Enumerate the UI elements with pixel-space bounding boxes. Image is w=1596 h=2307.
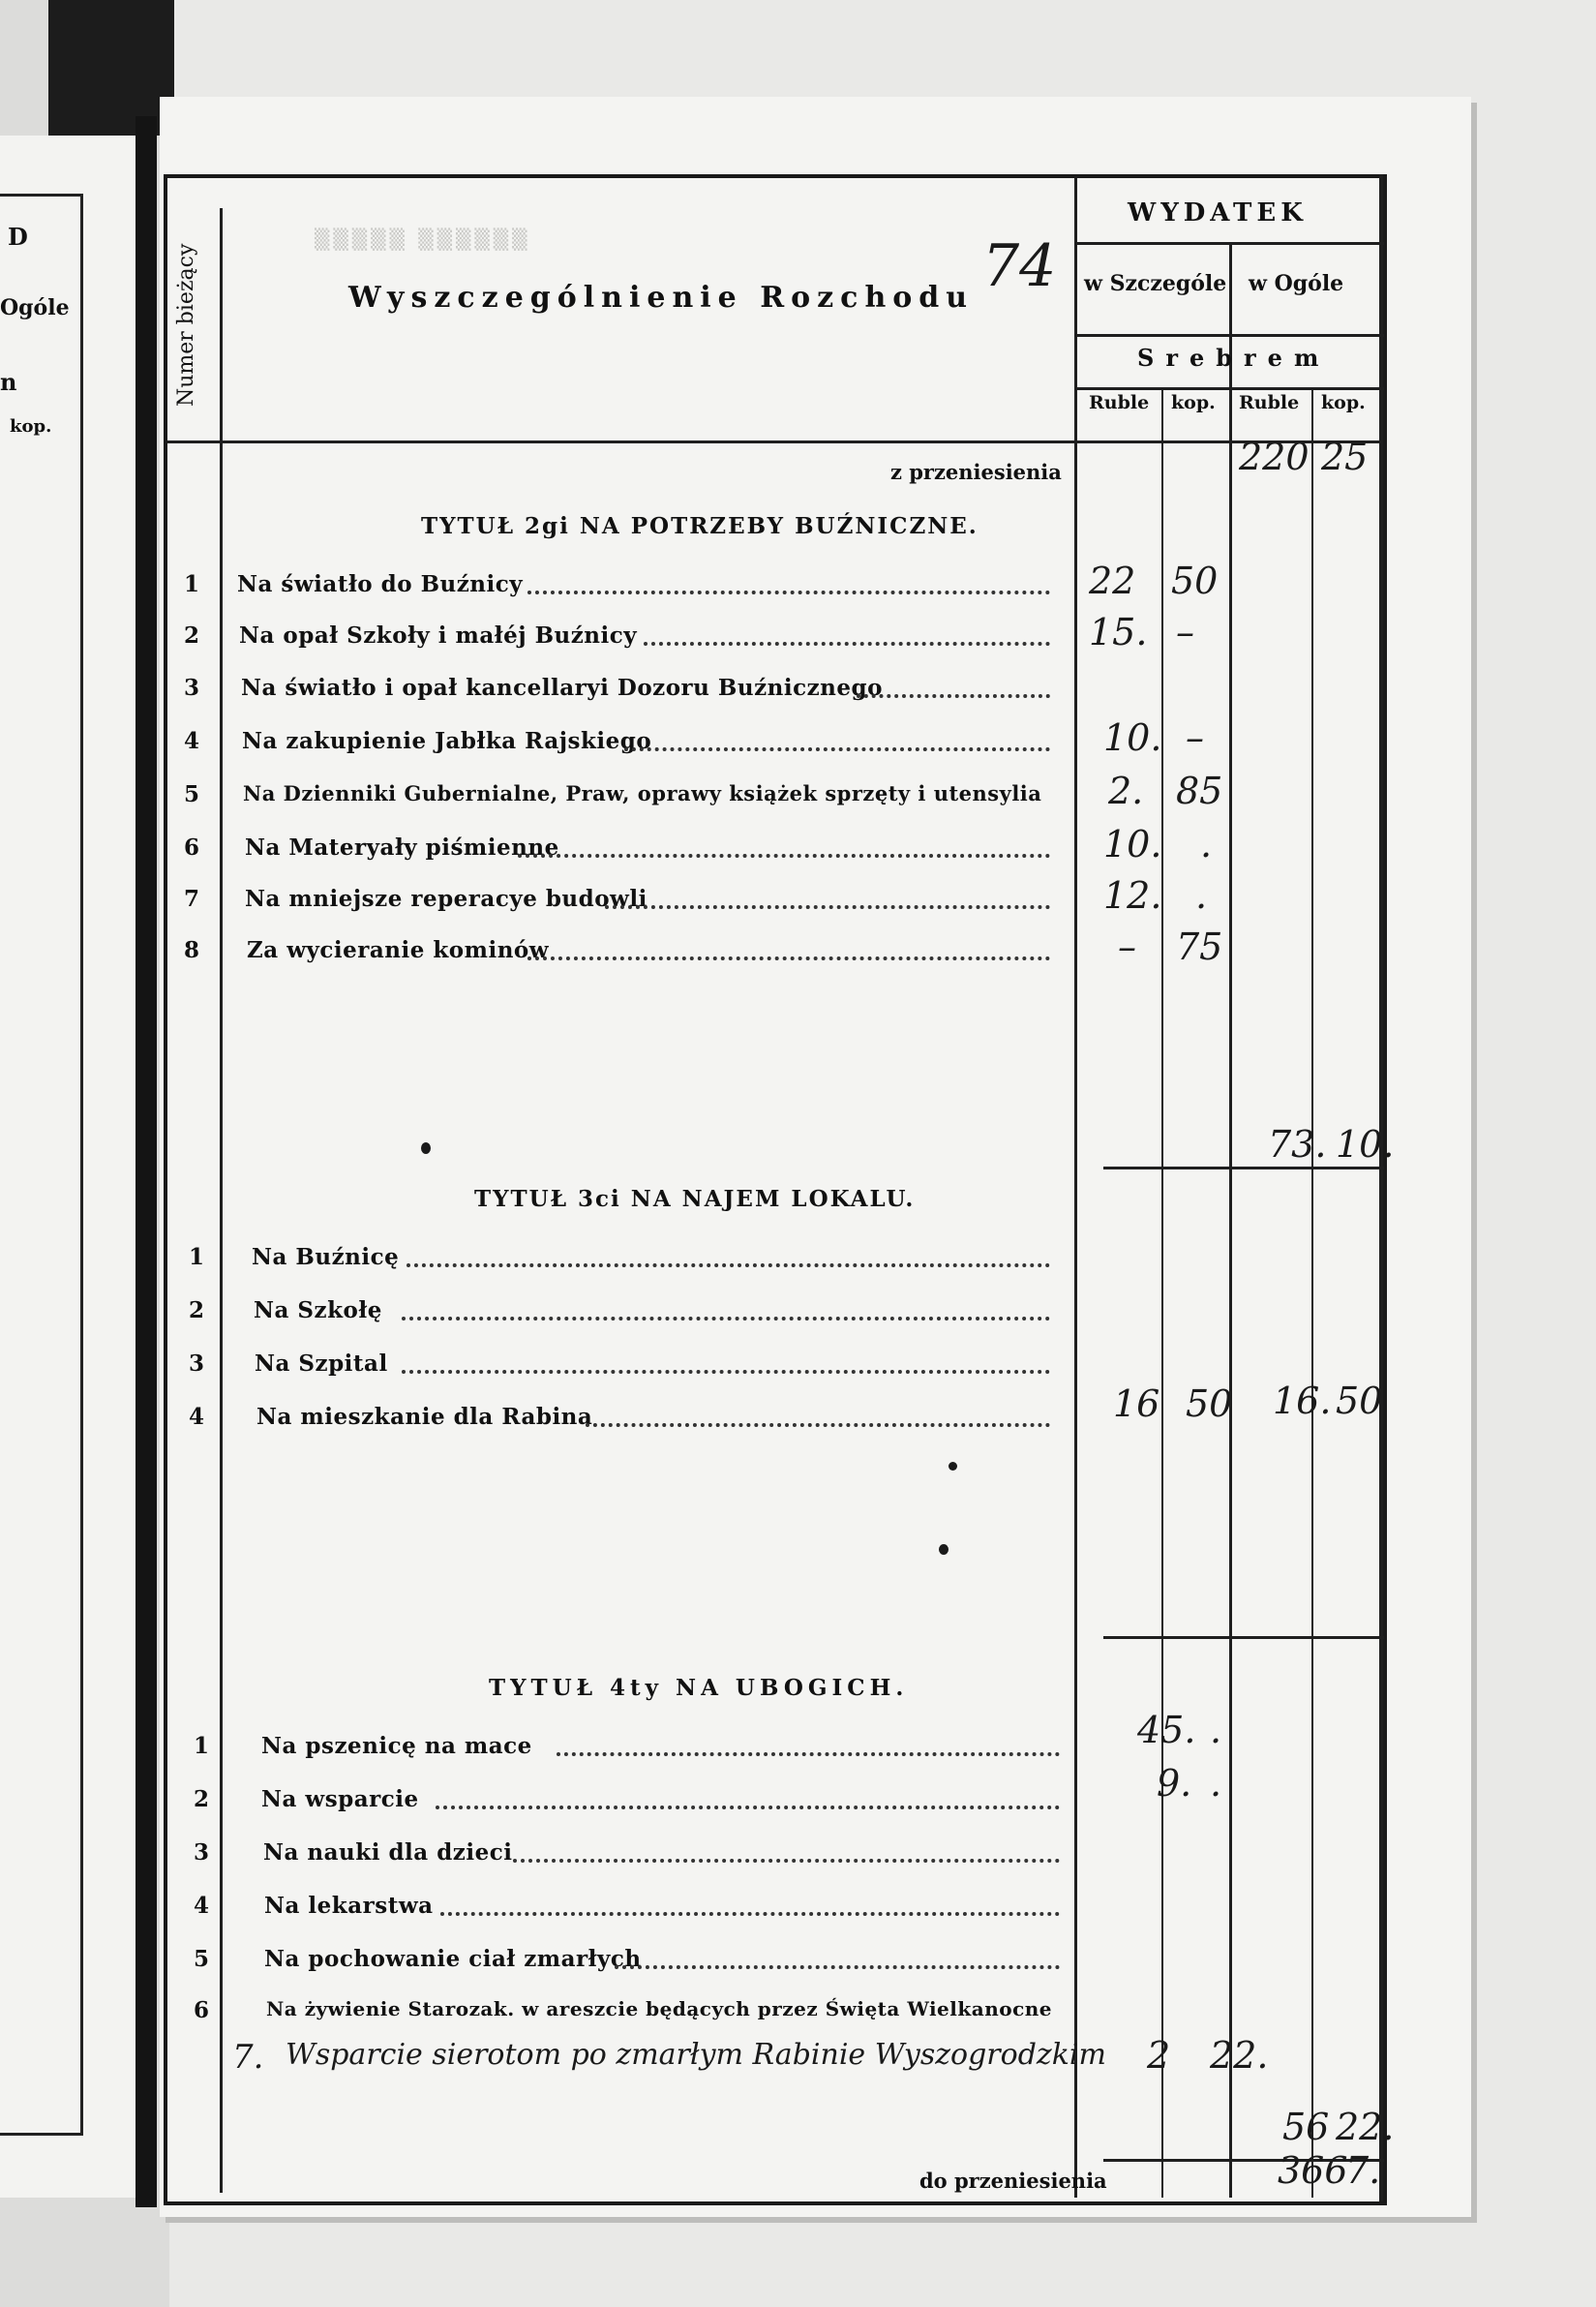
row-description: Na Szkołę — [254, 1297, 382, 1323]
page-number: 74 — [982, 232, 1057, 300]
row-number: 6 — [183, 835, 199, 861]
row-description: Na Szpital — [255, 1351, 388, 1377]
row-kopecks: . — [1210, 1709, 1222, 1751]
row-description: Na wsparcie — [261, 1786, 419, 1812]
dot-leader — [407, 1263, 1050, 1267]
row-rubles: – — [1118, 926, 1136, 968]
dot-leader — [624, 747, 1050, 751]
row-description: Wsparcie sierotom po zmarłym Rabinie Wyszogrodzkim — [286, 2038, 1106, 2072]
left-page-letter: n — [0, 368, 17, 396]
section-2-title: TYTUŁ 2gi NA POTRZEBY BUŹNICZNE. — [421, 513, 979, 539]
kopeck-column-rule — [1161, 387, 1163, 2198]
row-description: Na lekarstwa — [264, 1893, 434, 1919]
row-number: 4 — [193, 1893, 209, 1919]
left-page-frame — [0, 194, 83, 2136]
detail-header: w Szczególe — [1084, 271, 1227, 296]
section-4-title: TYTUŁ 4ty NA UBOGICH. — [489, 1675, 909, 1701]
row-kopecks: . — [1200, 823, 1213, 865]
carry-over-rubles: 366 — [1278, 2149, 1348, 2192]
amount-column-rule — [1074, 176, 1077, 2198]
dot-leader — [527, 956, 1050, 960]
row-rubles: 12. — [1103, 874, 1162, 917]
row-number: 6 — [193, 1997, 209, 2023]
row-kopecks: 75 — [1176, 926, 1223, 968]
row-description: Na zakupienie Jabłka Rajskiego — [242, 728, 652, 754]
row-rubles: 16 — [1113, 1382, 1160, 1425]
ink-smudge — [949, 1462, 957, 1471]
row-kopecks: – — [1186, 716, 1204, 759]
row-number: 7. — [232, 2038, 264, 2077]
left-page — [0, 136, 149, 2198]
kopeck-column-rule — [1311, 387, 1313, 2198]
row-number: 2 — [183, 622, 199, 649]
row-description: Na pszenicę na mace — [261, 1733, 532, 1759]
ink-smudge — [939, 1544, 949, 1555]
row-kopecks: – — [1176, 611, 1194, 653]
dot-leader — [605, 905, 1050, 909]
row-description: Na Buźnicę — [252, 1244, 400, 1270]
currency-header: Srebrem — [1137, 344, 1331, 372]
row-kopecks: . — [1195, 874, 1208, 917]
section-3-total-kopecks: 50 — [1336, 1380, 1383, 1422]
row-rubles: 2 — [1147, 2034, 1171, 2077]
rubles-header: Ruble — [1089, 392, 1150, 413]
row-rubles: 22 — [1089, 560, 1136, 602]
number-column-rule — [220, 208, 223, 2193]
left-page-letter: Ogóle — [0, 295, 70, 320]
expense-header: WYDATEK — [1128, 198, 1308, 228]
left-page-letter: kop. — [10, 416, 52, 437]
row-number: 3 — [188, 1351, 204, 1377]
carry-over-kopecks: 7. — [1345, 2149, 1381, 2192]
header-divider — [167, 440, 1383, 443]
row-rubles: 9. — [1157, 1762, 1192, 1805]
section-4-total-rubles: 56 — [1282, 2106, 1330, 2148]
dot-leader — [527, 591, 1050, 594]
dot-leader — [615, 1965, 1060, 1969]
row-number: 1 — [188, 1244, 204, 1270]
dot-leader — [402, 1317, 1050, 1320]
row-rubles: 45. — [1137, 1709, 1196, 1751]
row-number: 5 — [183, 781, 199, 807]
section-divider — [1103, 1636, 1384, 1639]
carry-forward-rubles: 220 — [1239, 436, 1310, 478]
book-edge — [48, 0, 174, 136]
row-description: Na mniejsze reperacye budowli — [245, 886, 647, 912]
section-2-total-kopecks: 10. — [1336, 1123, 1395, 1166]
section-divider — [1103, 1167, 1384, 1169]
row-number: 1 — [193, 1733, 209, 1759]
row-kopecks: 50 — [1171, 560, 1219, 602]
row-number: 4 — [188, 1404, 204, 1430]
row-kopecks: 22. — [1210, 2034, 1269, 2077]
binding-strip — [136, 116, 157, 2207]
dot-leader — [436, 1806, 1060, 1809]
row-description: Na opał Szkoły i małéj Buźnicy — [239, 622, 638, 649]
page-title: Wyszczególnienie Rozchodu — [348, 281, 975, 315]
total-header: w Ogóle — [1249, 271, 1344, 296]
row-number: 2 — [193, 1786, 209, 1812]
row-number: 3 — [183, 675, 199, 701]
row-kopecks: . — [1210, 1762, 1222, 1805]
row-number: 3 — [193, 1839, 209, 1866]
dot-leader — [586, 1423, 1050, 1427]
row-description: Na żywienie Starozak. w areszcie będących przez Święta Wielkanocne — [266, 1997, 1053, 2020]
row-number: 4 — [183, 728, 199, 754]
carry-over-label: do przeniesienia — [919, 2169, 1107, 2193]
row-description: Za wycieranie kominów — [247, 937, 550, 963]
dot-leader — [402, 1370, 1050, 1374]
row-rubles: 2. — [1108, 770, 1144, 812]
section-2-total-rubles: 73. — [1268, 1123, 1327, 1166]
row-number: 1 — [183, 571, 199, 597]
ghost-print: ▒▒▒▒▒ ▒▒▒▒▒▒ — [315, 228, 531, 251]
carry-forward-kopecks: 25 — [1321, 436, 1369, 478]
row-number: 2 — [188, 1297, 204, 1323]
dot-leader — [557, 1752, 1060, 1756]
row-kopecks: 85 — [1176, 770, 1223, 812]
column-number-header: Numer bieżący — [174, 243, 198, 407]
left-page-letter: D — [8, 223, 28, 251]
row-number: 8 — [183, 937, 199, 963]
row-rubles: 10. — [1103, 823, 1162, 865]
rubles-header: Ruble — [1239, 392, 1300, 413]
section-4-total-kopecks: 22. — [1336, 2106, 1395, 2148]
row-number: 7 — [183, 886, 199, 912]
dot-leader — [857, 694, 1050, 698]
total-column-rule — [1229, 242, 1232, 2198]
section-3-total-rubles: 16. — [1273, 1380, 1332, 1422]
row-description: Na pochowanie ciał zmarłych — [264, 1946, 642, 1972]
row-description: Na nauki dla dzieci — [263, 1839, 513, 1866]
row-description: Na Materyały piśmienne — [245, 835, 559, 861]
row-description: Na światło i opał kancellaryi Dozoru Buźnicznego — [241, 675, 883, 701]
row-description: Na Dzienniki Gubernialne, Praw, oprawy książek sprzęty i utensylia — [243, 781, 1042, 805]
section-3-title: TYTUŁ 3ci NA NAJEM LOKALU. — [474, 1186, 916, 1212]
dot-leader — [518, 854, 1050, 858]
dot-leader — [513, 1859, 1060, 1863]
kopecks-header: kop. — [1321, 392, 1366, 413]
row-rubles: 10. — [1103, 716, 1162, 759]
row-number: 5 — [193, 1946, 209, 1972]
carry-forward-label: z przeniesienia — [890, 460, 1062, 484]
kopecks-header: kop. — [1171, 392, 1216, 413]
row-kopecks: 50 — [1186, 1382, 1233, 1425]
row-description: Na mieszkanie dla Rabina — [256, 1404, 593, 1430]
dot-leader — [440, 1912, 1060, 1916]
row-rubles: 15. — [1089, 611, 1148, 653]
row-description: Na światło do Buźnicy — [237, 571, 524, 597]
dot-leader — [644, 642, 1050, 646]
ink-smudge — [421, 1142, 431, 1154]
ledger-page — [160, 97, 1471, 2217]
right-frame-rule — [1379, 174, 1383, 2201]
